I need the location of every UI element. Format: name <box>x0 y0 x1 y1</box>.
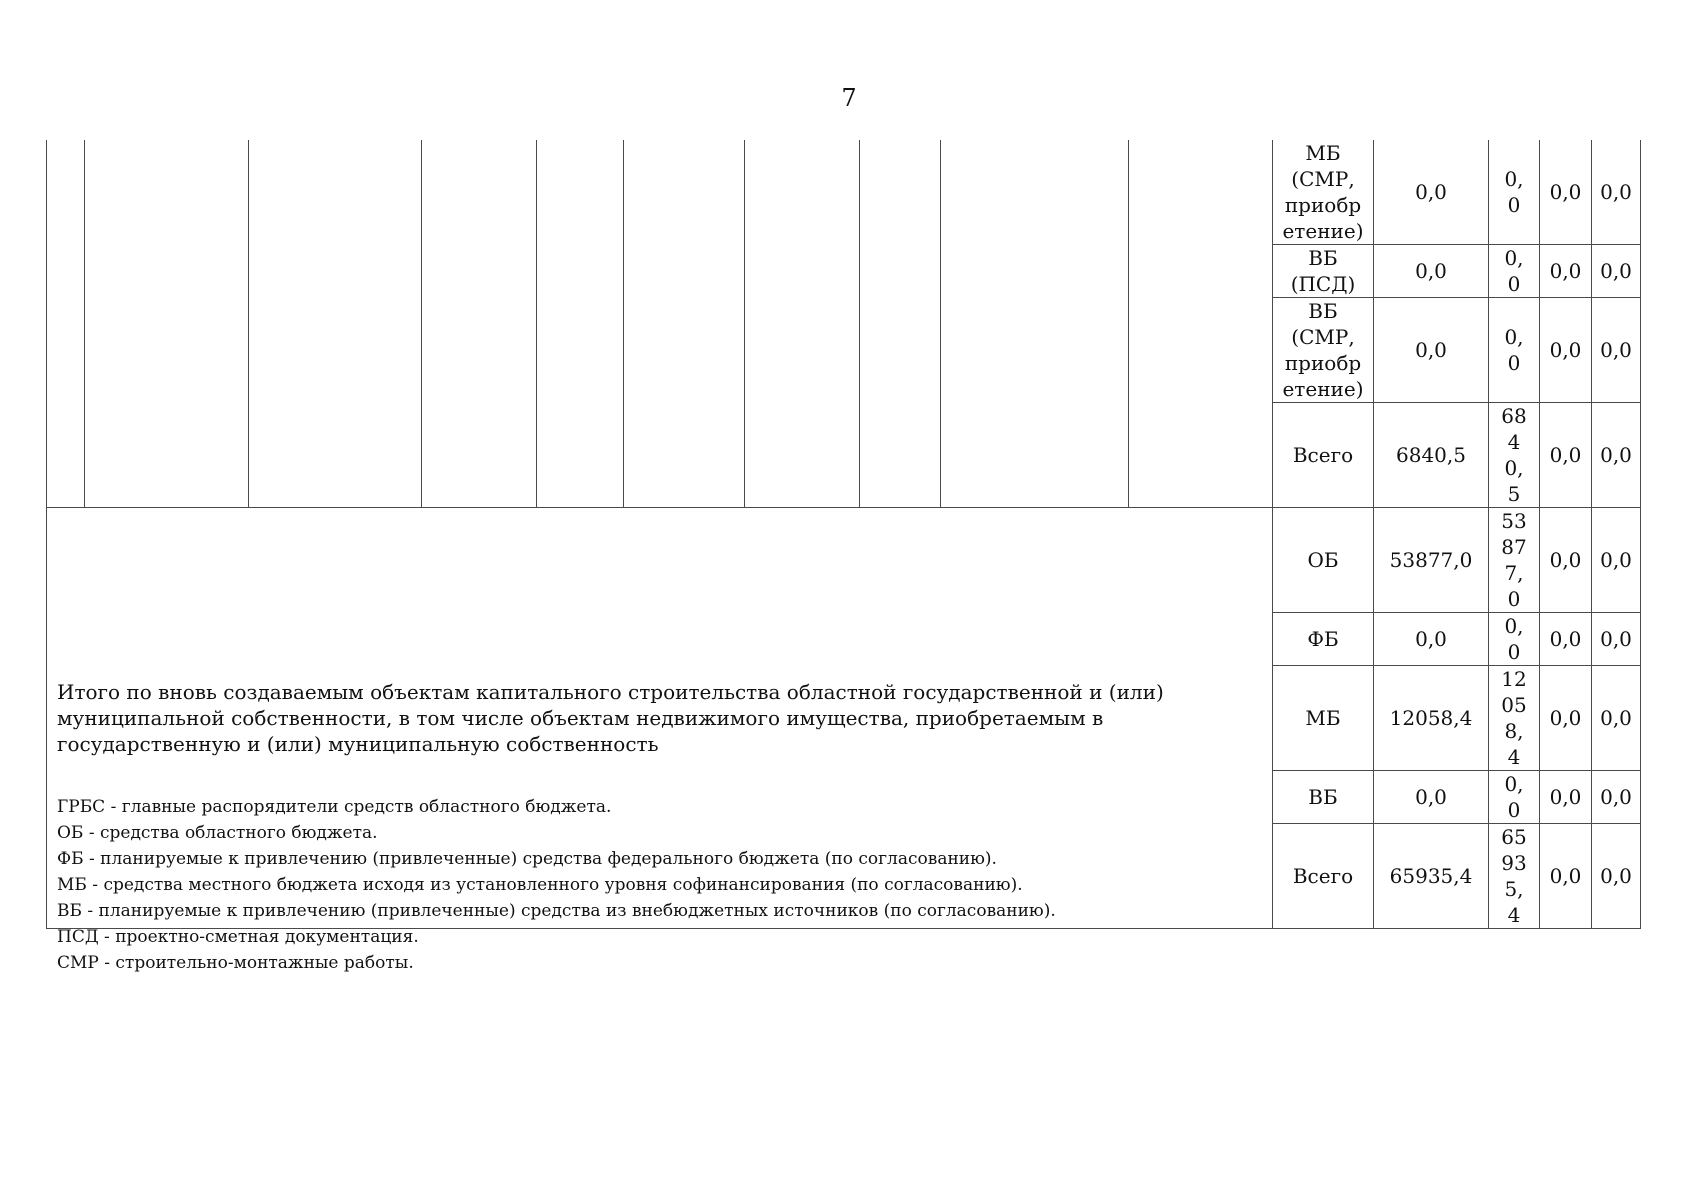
empty-cell <box>941 140 1129 508</box>
total-value: 65935,4 <box>1374 824 1489 929</box>
funding-source-label: МБ (СМР, приобретение) <box>1273 140 1374 245</box>
year1-value: 0,0 <box>1489 245 1540 298</box>
year2-value: 0,0 <box>1540 298 1592 403</box>
year3-value: 0,0 <box>1592 140 1641 245</box>
year3-value: 0,0 <box>1592 613 1641 666</box>
total-value: 0,0 <box>1374 140 1489 245</box>
year1-value: 0,0 <box>1489 771 1540 824</box>
year1-value: 53877,0 <box>1489 508 1540 613</box>
funding-source-label: ФБ <box>1273 613 1374 666</box>
year2-value: 0,0 <box>1540 824 1592 929</box>
funding-source-label: ОБ <box>1273 508 1374 613</box>
year3-value: 0,0 <box>1592 245 1641 298</box>
footnote: ВБ - планируемые к привлечению (привлеченные) средства из внебюджетных источников (по согласованию). <box>57 901 1056 921</box>
empty-cell <box>422 140 537 508</box>
year3-value: 0,0 <box>1592 666 1641 771</box>
year2-value: 0,0 <box>1540 140 1592 245</box>
total-value: 0,0 <box>1374 298 1489 403</box>
year3-value: 0,0 <box>1592 403 1641 508</box>
funding-source-label: Всего <box>1273 824 1374 929</box>
empty-cell <box>537 140 624 508</box>
year2-value: 0,0 <box>1540 508 1592 613</box>
total-value: 53877,0 <box>1374 508 1489 613</box>
empty-cell <box>47 140 85 508</box>
footnote: ФБ - планируемые к привлечению (привлеченные) средства федерального бюджета (по согласованию). <box>57 849 997 869</box>
year3-value: 0,0 <box>1592 824 1641 929</box>
funding-source-label: МБ <box>1273 666 1374 771</box>
table-row <box>47 140 1641 245</box>
footnote: МБ - средства местного бюджета исходя из установленного уровня софинансирования (по согласованию). <box>57 875 1023 895</box>
year3-value: 0,0 <box>1592 771 1641 824</box>
year3-value: 0,0 <box>1592 508 1641 613</box>
table-row <box>47 508 1641 613</box>
year1-value: 6840,5 <box>1489 403 1540 508</box>
total-value: 0,0 <box>1374 613 1489 666</box>
funding-source-label: Всего <box>1273 403 1374 508</box>
total-value: 6840,5 <box>1374 403 1489 508</box>
total-value: 12058,4 <box>1374 666 1489 771</box>
total-value: 0,0 <box>1374 245 1489 298</box>
footnote: ГРБС - главные распорядители средств областного бюджета. <box>57 797 612 817</box>
footnote: ОБ - средства областного бюджета. <box>57 823 378 843</box>
footnote: СМР - строительно-монтажные работы. <box>57 953 414 973</box>
year1-value: 0,0 <box>1489 140 1540 245</box>
year3-value: 0,0 <box>1592 298 1641 403</box>
year1-value: 12058,4 <box>1489 666 1540 771</box>
total-value: 0,0 <box>1374 771 1489 824</box>
empty-cell <box>1129 140 1273 508</box>
year1-value: 0,0 <box>1489 613 1540 666</box>
year2-value: 0,0 <box>1540 403 1592 508</box>
year1-value: 65935,4 <box>1489 824 1540 929</box>
funding-source-label: ВБ (ПСД) <box>1273 245 1374 298</box>
summary-caption: Итого по вновь создаваемым объектам капитального строительства областной государственной и (или) муниципальной собственности, в том числе объектам недвижимого имущества, приобретаемым в государственную и (или) муниципальную собственность <box>47 508 1273 929</box>
funding-source-label: ВБ <box>1273 771 1374 824</box>
empty-cell <box>860 140 941 508</box>
footnote: ПСД - проектно-сметная документация. <box>57 927 419 947</box>
empty-cell <box>249 140 422 508</box>
year2-value: 0,0 <box>1540 613 1592 666</box>
funding-source-label: ВБ (СМР, приобретение) <box>1273 298 1374 403</box>
year2-value: 0,0 <box>1540 771 1592 824</box>
empty-cell <box>85 140 249 508</box>
year2-value: 0,0 <box>1540 245 1592 298</box>
page-number: 7 <box>841 84 857 112</box>
empty-cell <box>745 140 860 508</box>
year2-value: 0,0 <box>1540 666 1592 771</box>
year1-value: 0,0 <box>1489 298 1540 403</box>
empty-cell <box>624 140 745 508</box>
footnotes <box>57 794 1056 976</box>
